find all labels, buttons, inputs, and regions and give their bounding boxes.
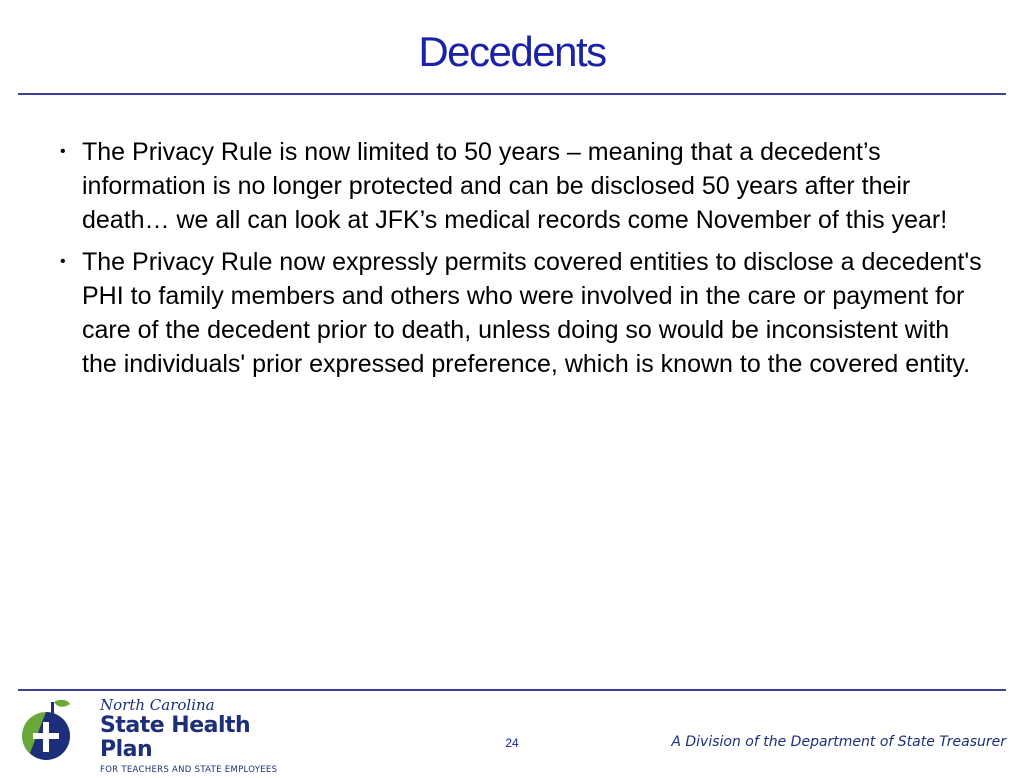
page-number: 24 (505, 736, 519, 750)
division-statement: A Division of the Department of State Treasurer (671, 734, 1006, 750)
bullet-text: The Privacy Rule is now limited to 50 years – meaning that a decedent’s information is no longer protected and can be disclosed 50 years after their death… we all can look at JFK’s medical records come November of this year! (82, 138, 948, 234)
logo-plan-name: State Health Plan (100, 713, 251, 762)
logo-state-name: North Carolina (100, 696, 215, 714)
bullet-item (60, 245, 982, 381)
footer-divider (18, 689, 1006, 691)
slide-title: Decedents (418, 28, 606, 75)
logo-tagline: FOR TEACHERS AND STATE EMPLOYEES (100, 765, 278, 775)
bullet-text: The Privacy Rule now expressly permits covered entities to disclose a decedent's PHI to family members and others who were involved in the care or payment for care of the decedent prior to death, unless doing so would be inconsistent with the individuals' prior expressed preference, which is known to the covered entity. (82, 248, 982, 378)
bullet-list (60, 135, 982, 389)
bullet-marker: • (60, 143, 66, 160)
apple-logo-icon (16, 696, 82, 762)
bullet-item (60, 135, 982, 237)
state-health-plan-logo (16, 696, 296, 775)
title-divider (18, 93, 1006, 95)
bullet-marker: • (60, 253, 66, 270)
